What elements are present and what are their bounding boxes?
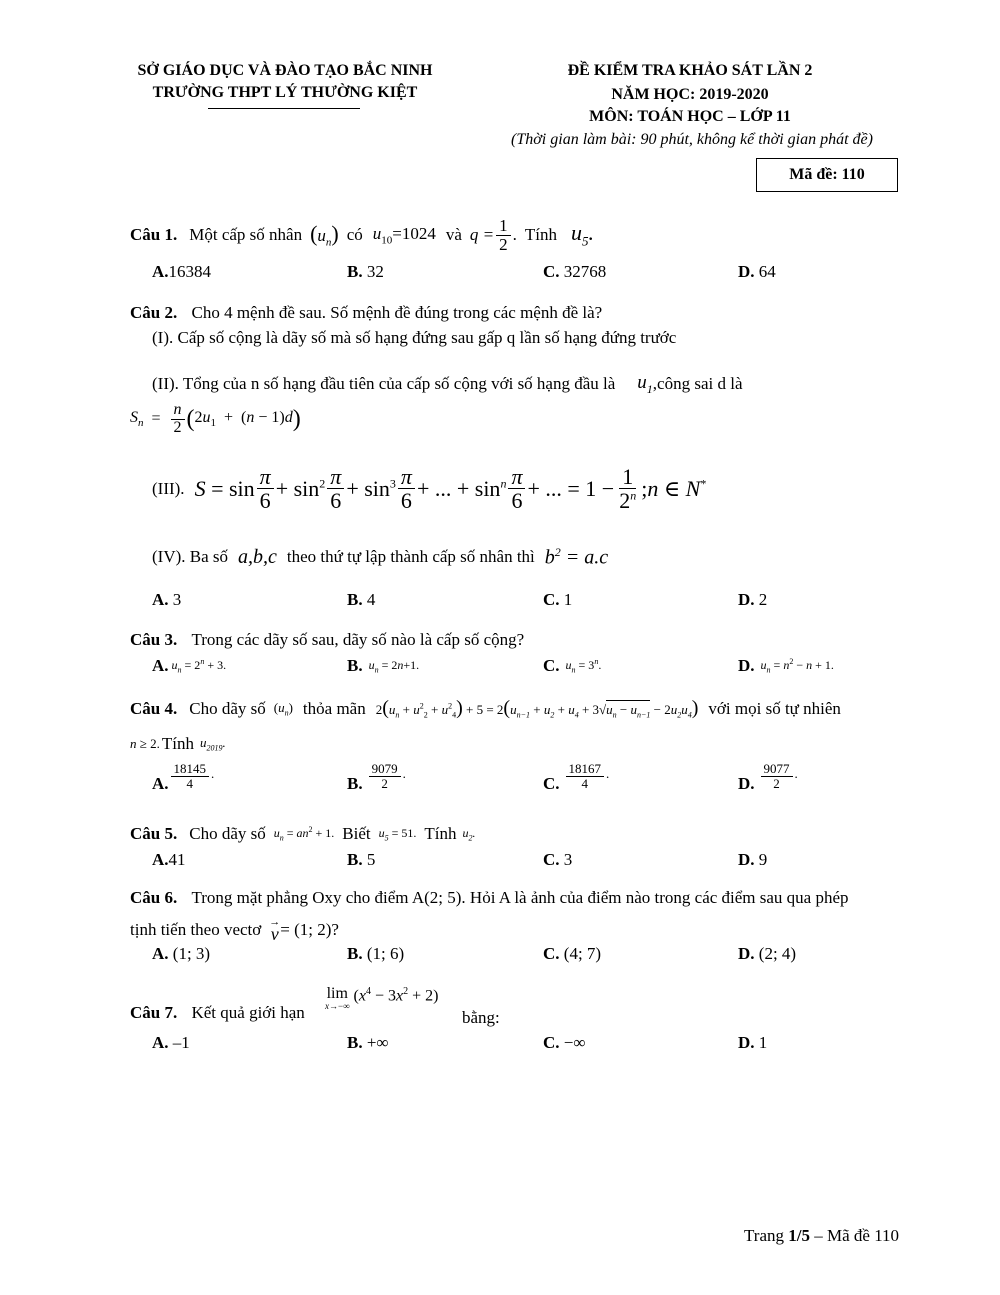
question-4 xyxy=(130,697,841,720)
q1-option-d[interactable] xyxy=(738,262,776,282)
exam-code-box: Mã đề: 110 xyxy=(756,158,898,192)
option-text: –1 xyxy=(172,1033,190,1052)
given-u5: $u_5 = 51$. xyxy=(378,825,417,843)
option-text: 32768 xyxy=(563,262,607,281)
option-label: A. xyxy=(152,1033,169,1052)
footer-suffix: – Mã đề 110 xyxy=(814,1226,900,1245)
question-text: Kết quả giới hạn xyxy=(191,1003,305,1022)
option-label: C. xyxy=(543,262,560,281)
option-text: +∞ xyxy=(366,1033,389,1052)
option-formula: $u_n = 2n+1$. xyxy=(368,657,420,675)
option-text: 3 xyxy=(172,590,182,609)
question-label: Câu 2. xyxy=(130,303,178,322)
q7-option-b[interactable] xyxy=(347,1033,389,1053)
option-text: −∞ xyxy=(563,1033,586,1052)
time-note: (Thời gian làm bài: 90 phút, không kể thời gian phát đề) xyxy=(511,131,873,148)
target-u5: $u_5$. xyxy=(571,220,595,249)
option-text: 9 xyxy=(758,850,768,869)
school-name: TRƯỜNG THPT LÝ THƯỜNG KIỆT xyxy=(152,84,418,101)
option-text: 3 xyxy=(563,850,573,869)
q2-option-d[interactable] xyxy=(738,590,767,610)
exam-title: ĐỀ KIỂM TRA KHẢO SÁT LẦN 2 xyxy=(567,62,813,79)
recurrence-equation: $2(u_n + u^2_2 + u^2_4) + 5 = 2(u_{n-1} + u_2 + u_4 + 3√u_n - u_{n-1} - 2u_2u_4)$ xyxy=(375,697,699,720)
option-label: B. xyxy=(347,1033,363,1052)
option-label: A. xyxy=(152,590,169,609)
q4-option-b[interactable]: B. $\frac{9079}{2}$ . xyxy=(347,761,406,794)
option-label: A. xyxy=(152,656,169,675)
option-text: 16384 xyxy=(168,262,212,281)
term-u10: $u_{10}=1024$ xyxy=(372,223,436,247)
option-text: 5 xyxy=(366,850,376,869)
question-6-cont xyxy=(130,916,339,944)
question-7 xyxy=(130,1003,305,1023)
limit-expression: lim x→−∞ $(x^4 - 3x^2 + 2)$ xyxy=(325,985,439,1011)
question-label: Câu 4. xyxy=(130,698,178,718)
q4-option-a[interactable]: A. $\frac{18145}{4}$ . xyxy=(152,761,215,794)
option-formula: $u_n = n^2 - n + 1$. xyxy=(760,657,834,675)
option-text: (1; 6) xyxy=(366,944,405,963)
q7-option-a[interactable] xyxy=(152,1033,190,1053)
question-text: tịnh tiến theo vectơ xyxy=(130,919,262,939)
fraction-numerator: 1 xyxy=(496,217,511,236)
question-text: thỏa mãn xyxy=(302,698,366,718)
option-label: C. xyxy=(543,944,560,963)
header-divider xyxy=(208,108,360,109)
question-label: Câu 7. xyxy=(130,1003,178,1022)
ratio-fraction xyxy=(496,217,511,254)
option-label: B. xyxy=(347,262,363,281)
fraction-denominator: 4 xyxy=(186,775,194,791)
option-label: C. xyxy=(543,590,560,609)
statement-text: (II). Tổng của n số hạng đầu tiên của cấp số cộng với số hạng đầu là xyxy=(152,374,616,394)
q2-option-c[interactable] xyxy=(543,590,572,610)
fraction-denominator: 2 xyxy=(773,775,780,791)
question-text: và xyxy=(445,225,462,244)
footer-prefix: Trang xyxy=(744,1226,784,1245)
page-number: 1/5 xyxy=(788,1226,810,1245)
target-u2: $u_2$. xyxy=(462,825,476,843)
q6-option-a[interactable] xyxy=(152,944,210,964)
option-label: D. xyxy=(738,944,755,963)
option-text: 41 xyxy=(168,850,186,869)
q7-option-c[interactable] xyxy=(543,1033,586,1053)
sequence-formula: $u_n = an^2 + 1$. xyxy=(273,825,335,843)
question-4-cont xyxy=(130,734,226,754)
q5-option-c[interactable] xyxy=(543,850,572,870)
option-label: A. xyxy=(152,850,169,869)
fraction-numerator: 18167 xyxy=(566,762,605,777)
ratio-lhs: q = xyxy=(469,225,495,244)
question-text: Biết xyxy=(342,824,371,843)
option-label: A. xyxy=(152,944,169,963)
option-label: B. xyxy=(347,850,363,869)
option-formula: $u_n = 2^n + 3$. xyxy=(171,657,227,675)
condition: n ≥ 2. xyxy=(130,736,160,751)
option-label: C. xyxy=(543,1033,560,1052)
option-label: C. xyxy=(543,850,560,869)
option-label: B. xyxy=(347,656,363,675)
question-3 xyxy=(130,630,524,650)
q4-option-c[interactable]: C. $\frac{18167}{4}$ . xyxy=(543,761,610,794)
q3-option-b[interactable] xyxy=(347,656,419,676)
sequence-symbol: $(u_n)$ xyxy=(310,221,339,249)
q3-option-a[interactable] xyxy=(152,656,226,676)
statement-text: (IV). Ba số xyxy=(152,547,229,567)
option-label: A. xyxy=(152,774,169,794)
question-text: Cho 4 mệnh đề sau. Số mệnh đề đúng trong các mệnh đề là? xyxy=(191,303,603,322)
option-text: (2; 4) xyxy=(758,944,797,963)
option-label: D. xyxy=(738,1033,755,1052)
question-5 xyxy=(130,824,476,844)
q6-option-b[interactable] xyxy=(347,944,404,964)
question-text: Tính xyxy=(424,824,457,843)
q1-option-c[interactable] xyxy=(543,262,606,282)
term-u10-value: =1024 xyxy=(392,223,436,243)
option-text: 32 xyxy=(366,262,384,281)
option-label: C. xyxy=(543,774,560,794)
option-text: 1 xyxy=(563,590,573,609)
fraction-denominator: 4 xyxy=(581,775,589,791)
option-label: D. xyxy=(738,774,755,794)
option-label: D. xyxy=(738,656,755,675)
question-text: có xyxy=(346,225,363,244)
option-text: (4; 7) xyxy=(563,944,602,963)
option-text: 4 xyxy=(366,590,376,609)
question-text: Cho dãy số xyxy=(189,824,266,843)
q1-option-a[interactable] xyxy=(152,262,211,282)
statement-iv: (IV). Ba số a,b,c theo thứ tự lập thành cấp số nhân thì $b^2 = a.c$ xyxy=(152,545,609,569)
sequence-symbol: $(u_n)$ xyxy=(273,699,293,718)
option-label: B. xyxy=(347,590,363,609)
statement-text: ,công sai d là xyxy=(652,374,743,394)
q1-option-b[interactable] xyxy=(347,262,384,282)
option-label: D. xyxy=(738,590,755,609)
statement-ii xyxy=(152,372,914,397)
fraction-numerator: 9079 xyxy=(369,762,401,777)
question-text: = (1; 2)? xyxy=(280,919,339,939)
department-name: SỞ GIÁO DỤC VÀ ĐÀO TẠO BẮC NINH xyxy=(137,62,433,79)
q5-option-b[interactable] xyxy=(347,850,375,870)
option-label: B. xyxy=(347,774,363,794)
school-year: NĂM HỌC: 2019-2020 xyxy=(611,86,769,103)
option-label: A. xyxy=(152,262,169,281)
option-formula: $u_n = 3^n$. xyxy=(565,657,602,675)
q2-option-b[interactable] xyxy=(347,590,375,610)
statement-label: (III). xyxy=(152,478,185,498)
vector-v: → v xyxy=(269,916,281,944)
option-text: (1; 3) xyxy=(172,944,211,963)
q6-option-c[interactable] xyxy=(543,944,601,964)
option-label: B. xyxy=(347,944,363,963)
question-text: Tính xyxy=(524,225,558,244)
page-footer xyxy=(744,1226,899,1246)
q2-option-a[interactable] xyxy=(152,590,181,610)
question-label: Câu 1. xyxy=(130,225,178,244)
question-1: Câu 1. Một cấp số nhân $(u_n)$ có $u_{10}=1024$ và q = $\frac{1}{2}$ . Tính $u_5$. xyxy=(130,215,595,254)
q6-option-d[interactable] xyxy=(738,944,796,964)
q7-option-d[interactable] xyxy=(738,1033,767,1053)
question-text: với mọi số tự nhiên xyxy=(708,698,841,718)
question-2 xyxy=(130,303,602,323)
sum-formula: $S_n$ = $\frac{n}{2}$ ( $2u_1 + (n - 1)d$ ) xyxy=(130,401,301,436)
statement-iii: (III). S = sin $\frac{\pi}{6}$ + $\sin^2$ $\frac{\pi}{6}$ + $\sin^3$ $\frac{\pi}{6}$ + ... + $\sin^n$ $\frac{\pi}{6}$ + ... = 1 − $\frac{1}{2^n}$ ;n ∈ N* xyxy=(152,464,707,514)
question-text: Tính xyxy=(161,734,194,753)
question-text: Trong các dãy số sau, dãy số nào là cấp số cộng? xyxy=(191,630,525,649)
question-text: Một cấp số nhân xyxy=(189,225,303,244)
q3-option-d[interactable] xyxy=(738,656,834,676)
question-label: Câu 5. xyxy=(130,824,178,843)
question-text: Cho dãy số xyxy=(189,698,266,718)
question-label: Câu 3. xyxy=(130,630,178,649)
statement-text: theo thứ tự lập thành cấp số nhân thì xyxy=(286,547,535,567)
option-text: 1 xyxy=(758,1033,768,1052)
fraction-numerator: 18145 xyxy=(171,762,210,777)
fraction-numerator: 9077 xyxy=(761,762,793,777)
option-text: 2 xyxy=(758,590,768,609)
fraction-denominator: 2 xyxy=(381,775,388,791)
option-label: C. xyxy=(543,656,560,675)
q5-option-d[interactable] xyxy=(738,850,767,870)
q4-option-d[interactable]: D. $\frac{9077}{2}$ . xyxy=(738,761,798,794)
option-label: D. xyxy=(738,262,755,281)
question-text: bằng: xyxy=(462,1008,500,1027)
first-term-u1: $u_1$ xyxy=(637,372,653,396)
option-text: 64 xyxy=(758,262,776,281)
fraction-denominator: 2 xyxy=(499,234,508,254)
statement-i: (I). Cấp số cộng là dãy số mà số hạng đứng sau gấp q lần số hạng đứng trước xyxy=(152,328,677,347)
question-6 xyxy=(130,888,849,908)
question-label: Câu 6. xyxy=(130,888,178,907)
subject: MÔN: TOÁN HỌC – LỚP 11 xyxy=(589,108,791,125)
target-u2019: $u_{2019}$. xyxy=(200,735,226,753)
q3-option-c[interactable] xyxy=(543,656,601,676)
q5-option-a[interactable] xyxy=(152,850,186,870)
option-label: D. xyxy=(738,850,755,869)
question-text: Trong mặt phẳng Oxy cho điểm A(2; 5). Hỏi A là ảnh của điểm nào trong các điểm sau qua phép xyxy=(191,888,849,907)
